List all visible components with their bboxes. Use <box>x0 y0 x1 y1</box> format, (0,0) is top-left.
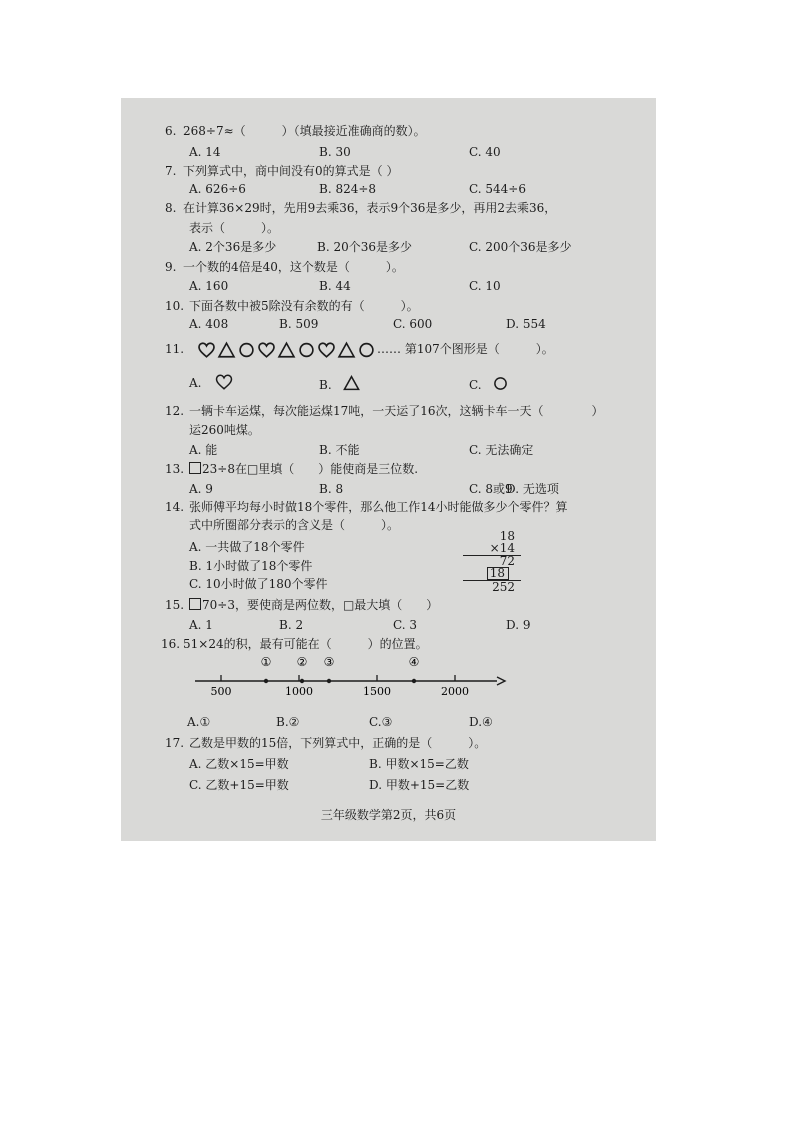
number-line-marker-label: ③ <box>323 655 335 669</box>
shape-pattern <box>197 341 376 359</box>
question-6-option-c: C. 40 <box>469 145 501 159</box>
question-8-number: 8. <box>165 201 177 215</box>
question-11-option-b: B. <box>319 378 332 392</box>
question-12-option-b: B. 不能 <box>319 443 360 457</box>
page-footer: 三年级数学第2页，共6页 <box>320 808 457 822</box>
question-6-option-a: A. 14 <box>189 145 221 159</box>
calc-result: 252 <box>492 580 515 594</box>
question-10-number: 10. <box>165 299 185 313</box>
question-11-stem: …… 第107个图形是（ ）。 <box>377 342 554 356</box>
exam-page <box>121 98 656 841</box>
circle-icon <box>237 341 256 359</box>
heart-icon <box>197 341 216 359</box>
question-10-option-a: A. 408 <box>189 317 229 331</box>
calc-partial-1: 72 <box>499 554 515 568</box>
question-13-stem: 23÷8在□里填（ ）能使商是三位数. <box>202 462 419 476</box>
number-line-point <box>300 679 304 683</box>
question-12-option-c: C. 无法确定 <box>469 443 534 457</box>
question-15-option-a: A. 1 <box>189 618 213 632</box>
question-12-stem-line2: 运260吨煤。 <box>189 423 260 437</box>
question-7-option-a: A. 626÷6 <box>189 182 246 196</box>
number-line-marker-label: ① <box>260 655 272 669</box>
question-7-number: 7. <box>165 164 177 178</box>
number-line-tick-label: 1500 <box>363 685 391 698</box>
heart-icon <box>317 341 336 359</box>
question-14-option-a: A. 一共做了18个零件 <box>189 540 305 554</box>
question-10-option-d: D. 554 <box>506 317 546 331</box>
number-line-tick-label: 2000 <box>441 685 469 698</box>
question-6-number: 6. <box>165 124 177 138</box>
question-15-stem: 70÷3，要使商是两位数，□最大填（ ） <box>202 598 439 612</box>
question-14-stem: 张师傅平均每小时做18个零件，那么他工作14小时能做多少个零件？算 <box>189 500 568 514</box>
triangle-icon <box>343 375 360 391</box>
question-17-option-b: B. 甲数×15=乙数 <box>369 757 469 771</box>
question-12-number: 12. <box>165 404 185 418</box>
question-16-option-b: B.② <box>276 715 300 729</box>
question-14-option-b: B. 1小时做了18个零件 <box>189 559 313 573</box>
question-14-stem-line2: 式中所圈部分表示的含义是（ ）。 <box>189 518 400 532</box>
number-line-point <box>412 679 416 683</box>
question-13-stem-wrap <box>189 462 418 476</box>
question-7-stem: 下列算式中，商中间没有0的算式是（ ） <box>183 164 399 178</box>
calc-multiplicand: 18 <box>499 529 515 543</box>
question-15-option-b: B. 2 <box>279 618 304 632</box>
question-7-option-c: C. 544÷6 <box>469 182 526 196</box>
question-16-option-c: C.③ <box>369 715 393 729</box>
question-16-stem: 51×24的积，最有可能在（ ）的位置。 <box>183 637 428 651</box>
number-line-point <box>327 679 331 683</box>
question-13-option-d: D. 无选项 <box>506 482 559 496</box>
question-17-option-c: C. 乙数+15=甲数 <box>189 778 289 792</box>
question-6-option-b: B. 30 <box>319 145 351 159</box>
heart-icon <box>257 341 276 359</box>
question-10-stem: 下面各数中被5除没有余数的有（ ）。 <box>189 299 419 313</box>
calc-multiplier: ×14 <box>489 541 515 555</box>
question-12-option-a: A. 能 <box>189 443 218 457</box>
question-13-option-a: A. 9 <box>189 482 213 496</box>
question-16-option-a: A.① <box>187 715 211 729</box>
number-line-tick-label: 1000 <box>285 685 313 698</box>
triangle-icon <box>337 341 356 359</box>
question-8-option-a: A. 2个36是多少 <box>189 240 277 254</box>
question-13-number: 13. <box>165 462 185 476</box>
question-10-option-b: B. 509 <box>279 317 319 331</box>
question-9-option-a: A. 160 <box>189 279 229 293</box>
number-line-tick-label: 500 <box>210 685 232 698</box>
question-17-option-d: D. 甲数+15=乙数 <box>369 778 470 792</box>
triangle-icon <box>277 341 296 359</box>
blank-box-icon <box>189 462 201 474</box>
triangle-icon <box>217 341 236 359</box>
question-8-option-c: C. 200个36是多少 <box>469 240 572 254</box>
question-6-stem: 268÷7≈（ ）（填最接近准确商的数）。 <box>183 124 426 138</box>
question-15-stem-wrap <box>189 598 438 612</box>
question-12-stem: 一辆卡车运煤，每次能运煤17吨，一天运了16次，这辆卡车一天（ ） <box>189 404 604 418</box>
circle-icon <box>297 341 316 359</box>
calc-partial-2: 18 <box>489 566 505 580</box>
question-17-stem: 乙数是甲数的15倍，下列算式中，正确的是（ ）。 <box>189 736 487 750</box>
question-17-number: 17. <box>165 736 185 750</box>
question-8-stem-line2: 表示（ ）。 <box>189 221 280 235</box>
circle-icon <box>357 341 376 359</box>
number-line-marker-label: ② <box>296 655 308 669</box>
question-13-option-c: C. 8或9 <box>469 482 513 496</box>
question-8-option-b: B. 20个36是多少 <box>317 240 412 254</box>
question-9-number: 9. <box>165 260 177 274</box>
question-14-number: 14. <box>165 500 185 514</box>
question-8-stem: 在计算36×29时，先用9去乘36，表示9个36是多少，再用2去乘36， <box>183 201 557 215</box>
question-10-option-c: C. 600 <box>393 317 433 331</box>
question-15-option-d: D. 9 <box>506 618 531 632</box>
question-17-option-a: A. 乙数×15=甲数 <box>189 757 289 771</box>
number-line-point <box>264 679 268 683</box>
question-14-option-c: C. 10小时做了180个零件 <box>189 577 328 591</box>
question-15-option-c: C. 3 <box>393 618 418 632</box>
heart-icon <box>215 373 233 391</box>
question-9-option-b: B. 44 <box>319 279 351 293</box>
circle-icon <box>493 376 508 391</box>
number-line-arrow-icon <box>497 677 505 685</box>
question-9-stem: 一个数的4倍是40，这个数是（ ）。 <box>183 260 404 274</box>
number-line <box>195 654 511 700</box>
question-9-option-c: C. 10 <box>469 279 501 293</box>
question-15-number: 15. <box>165 598 185 612</box>
question-16-option-d: D.④ <box>469 715 493 729</box>
question-11-option-c: C. <box>469 378 482 392</box>
blank-box-icon <box>189 598 201 610</box>
question-13-option-b: B. 8 <box>319 482 344 496</box>
question-16-number: 16. <box>161 637 181 651</box>
question-11-number: 11. <box>165 342 185 356</box>
number-line-marker-label: ④ <box>408 655 420 669</box>
vertical-multiplication <box>459 530 521 596</box>
question-7-option-b: B. 824÷8 <box>319 182 377 196</box>
question-11-option-a: A. <box>189 376 202 390</box>
